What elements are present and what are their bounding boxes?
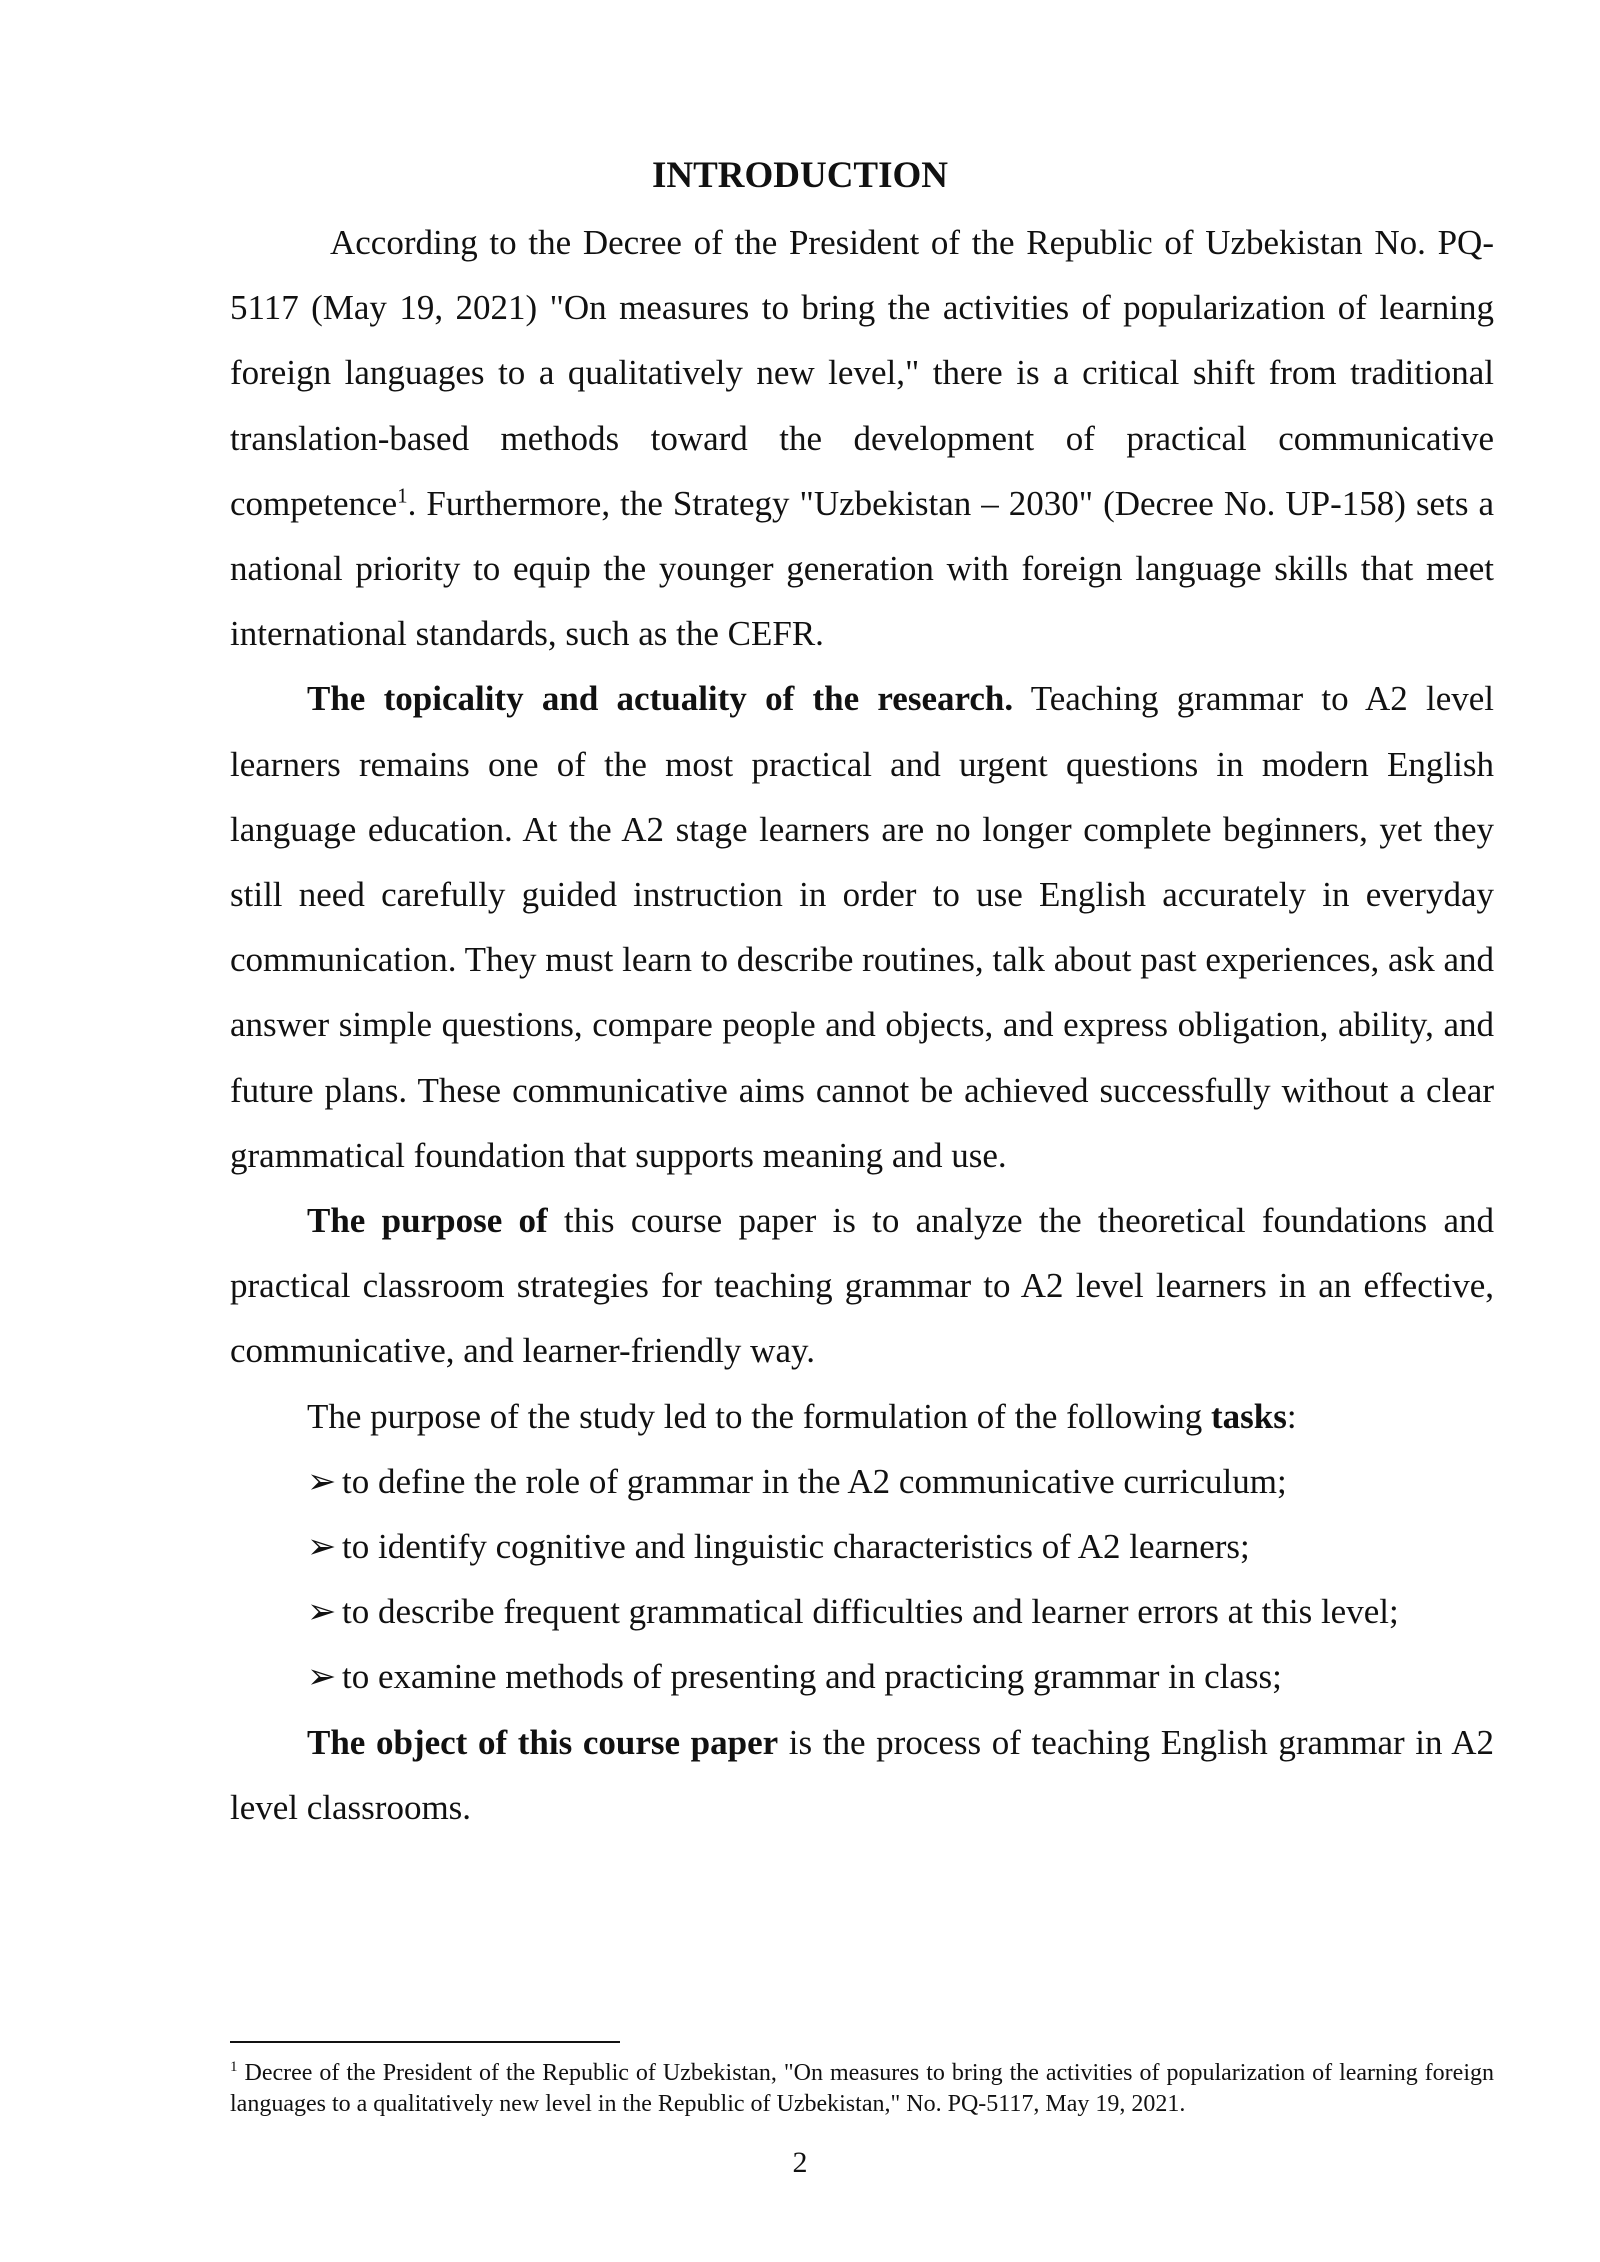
topicality-text: Teaching grammar to A2 level learners remains one of the most practical and urgent questions in modern English language education. At the A2 stage learners are no longer complete beginners, yet they still need carefully guided instruction in order to use English accurately in everyday communication. They must learn to describe routines, talk about past experiences, ask and answer simple questions, compare people and objects, and express obligation, ability, and future plans. These communicative aims cannot be achieved successfully without a clear grammatical foundation that supports meaning and use. bbox=[230, 679, 1494, 1175]
footnote-text: Decree of the President of the Republic of Uzbekistan, "On measures to bring the activities of popularization of learning foreign languages to a qualitatively new level in the Republic of Uzbekistan," No. PQ-5117, May 19, 2021. bbox=[230, 2060, 1494, 2117]
footnote-marker: 1 bbox=[230, 2059, 238, 2075]
footnote-reference: 1 bbox=[397, 483, 408, 508]
intro-paragraph-decree bbox=[230, 210, 1494, 666]
object-text: is the process of teaching English grammar in A2 level classrooms. bbox=[230, 1722, 1494, 1827]
purpose-text: this course paper is to analyze the theoretical foundations and practical classroom strategies for teaching grammar to A2 level learners in an effective, communicative, and learner-friendly way. bbox=[230, 1201, 1494, 1371]
decree-text: According to the Decree of the President of the Republic of Uzbekistan No. PQ-5117 (May 19, 2021) "On measures to bring the activities of popularization of learning foreign languages to a qualitatively new level," there is a critical shift from traditional translation-based methods toward the development of practical communicative competence bbox=[230, 223, 1494, 523]
arrow-bullet-icon: ➢ bbox=[307, 1461, 337, 1501]
purpose-heading: The purpose of bbox=[307, 1201, 548, 1241]
task-item bbox=[230, 1579, 1494, 1644]
page-number: 2 bbox=[792, 2146, 808, 2179]
topicality-heading: The topicality and actuality of the research. bbox=[307, 679, 1014, 719]
task-item bbox=[230, 1449, 1494, 1514]
page-title: INTRODUCTION bbox=[651, 155, 949, 196]
object-heading: The object of this course paper bbox=[307, 1722, 779, 1762]
purpose-paragraph bbox=[230, 1188, 1494, 1384]
task-item bbox=[230, 1644, 1494, 1709]
topicality-paragraph bbox=[230, 666, 1494, 1188]
task-item bbox=[230, 1514, 1494, 1579]
tasks-keyword: tasks bbox=[1210, 1396, 1287, 1436]
task-text: to describe frequent grammatical difficulties and learner errors at this level; bbox=[342, 1592, 1399, 1632]
object-paragraph bbox=[230, 1710, 1494, 1840]
document-body bbox=[230, 210, 1494, 1840]
footnote-separator bbox=[230, 2041, 620, 2043]
task-text: to examine methods of presenting and practicing grammar in class; bbox=[342, 1657, 1282, 1697]
arrow-bullet-icon: ➢ bbox=[307, 1527, 337, 1567]
arrow-bullet-icon: ➢ bbox=[307, 1592, 337, 1632]
tasks-intro-paragraph bbox=[230, 1384, 1494, 1449]
tasks-list bbox=[230, 1449, 1494, 1710]
tasks-intro-colon: : bbox=[1286, 1396, 1297, 1436]
arrow-bullet-icon: ➢ bbox=[307, 1657, 337, 1697]
task-text: to define the role of grammar in the A2 communicative curriculum; bbox=[342, 1461, 1287, 1501]
strategy-text: . Furthermore, the Strategy "Uzbekistan – 2030" (Decree No. UP-158) sets a national priority to equip the younger generation with foreign language skills that meet international standards, such as the CEFR. bbox=[230, 483, 1494, 654]
task-text: to identify cognitive and linguistic characteristics of A2 learners; bbox=[342, 1527, 1250, 1567]
footnote bbox=[230, 2058, 1494, 2120]
tasks-intro-text: The purpose of the study led to the formulation of the following bbox=[307, 1396, 1211, 1436]
